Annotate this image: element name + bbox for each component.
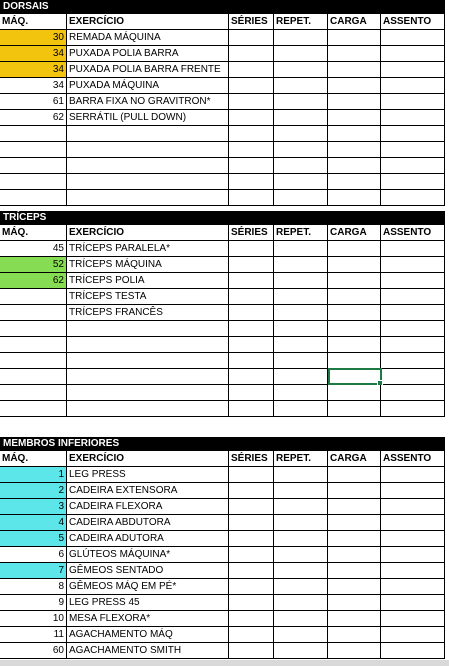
carga-cell[interactable]	[328, 515, 381, 531]
table-row	[0, 142, 445, 158]
carga-cell[interactable]	[328, 627, 381, 643]
series-cell[interactable]	[229, 467, 274, 483]
assento-cell[interactable]	[381, 627, 445, 643]
table-row	[0, 30, 445, 46]
column-header-repet[interactable]: REPET.	[274, 451, 328, 467]
assento-cell[interactable]	[381, 190, 445, 206]
carga-cell[interactable]	[328, 273, 381, 289]
assento-cell[interactable]	[381, 174, 445, 190]
maq-cell[interactable]	[0, 369, 67, 385]
assento-cell[interactable]	[381, 369, 445, 385]
assento-cell[interactable]	[381, 563, 445, 579]
assento-cell[interactable]	[381, 515, 445, 531]
assento-cell[interactable]	[381, 78, 445, 94]
maq-cell[interactable]: 1	[0, 467, 67, 483]
exercise-cell[interactable]	[67, 158, 229, 174]
carga-cell[interactable]	[328, 46, 381, 62]
carga-cell[interactable]	[328, 547, 381, 563]
series-cell[interactable]	[229, 305, 274, 321]
series-cell[interactable]	[229, 94, 274, 110]
assento-cell[interactable]	[381, 94, 445, 110]
exercise-cell[interactable]: GÊMEOS MÁQ EM PÉ*	[67, 579, 229, 595]
exercise-cell[interactable]: CADEIRA ADUTORA	[67, 531, 229, 547]
carga-cell[interactable]	[328, 467, 381, 483]
header-row	[0, 14, 445, 30]
table-row	[0, 94, 445, 110]
repet-cell[interactable]	[274, 273, 328, 289]
exercise-cell[interactable]: AGACHAMENTO MÁQ	[67, 627, 229, 643]
table-row	[0, 499, 445, 515]
series-cell[interactable]	[229, 126, 274, 142]
assento-cell[interactable]	[381, 531, 445, 547]
repet-cell[interactable]	[274, 62, 328, 78]
maq-cell[interactable]: 2	[0, 483, 67, 499]
exercise-cell[interactable]: LEG PRESS 45	[67, 595, 229, 611]
column-header-assento[interactable]: ASSENTO	[381, 225, 445, 241]
table-row	[0, 579, 445, 595]
carga-cell[interactable]	[328, 611, 381, 627]
repet-cell[interactable]	[274, 337, 328, 353]
carga-cell[interactable]	[328, 174, 381, 190]
assento-cell[interactable]	[381, 579, 445, 595]
maq-cell[interactable]: 7	[0, 563, 67, 579]
carga-cell[interactable]	[328, 257, 381, 273]
column-header-repet[interactable]: REPET.	[274, 14, 328, 30]
maq-cell[interactable]: 60	[0, 643, 67, 659]
exercise-cell[interactable]	[67, 126, 229, 142]
series-cell[interactable]	[229, 579, 274, 595]
carga-cell[interactable]	[328, 62, 381, 78]
table-row	[0, 257, 445, 273]
carga-cell[interactable]	[328, 337, 381, 353]
table-row	[0, 563, 445, 579]
carga-cell[interactable]	[328, 158, 381, 174]
maq-cell[interactable]	[0, 337, 67, 353]
series-cell[interactable]	[229, 257, 274, 273]
maq-cell[interactable]: 11	[0, 627, 67, 643]
column-header-carga[interactable]: CARGA	[328, 225, 381, 241]
series-cell[interactable]	[229, 547, 274, 563]
repet-cell[interactable]	[274, 158, 328, 174]
exercise-cell[interactable]: TRÍCEPS POLIA	[67, 273, 229, 289]
repet-cell[interactable]	[274, 241, 328, 257]
repet-cell[interactable]	[274, 30, 328, 46]
maq-cell[interactable]: 45	[0, 241, 67, 257]
maq-cell[interactable]	[0, 401, 67, 417]
series-cell[interactable]	[229, 499, 274, 515]
header-row	[0, 451, 445, 467]
table-row	[0, 190, 445, 206]
table-row	[0, 110, 445, 126]
exercise-cell[interactable]: CADEIRA EXTENSORA	[67, 483, 229, 499]
header-row	[0, 225, 445, 241]
maq-cell[interactable]: 52	[0, 257, 67, 273]
maq-cell[interactable]: 62	[0, 273, 67, 289]
repet-cell[interactable]	[274, 401, 328, 417]
maq-cell[interactable]	[0, 321, 67, 337]
table-row	[0, 547, 445, 563]
section-title: DORSAIS	[0, 0, 445, 14]
repet-cell[interactable]	[274, 499, 328, 515]
carga-cell[interactable]	[328, 321, 381, 337]
assento-cell[interactable]	[381, 385, 445, 401]
maq-cell[interactable]: 62	[0, 110, 67, 126]
carga-cell[interactable]	[328, 499, 381, 515]
maq-cell[interactable]	[0, 190, 67, 206]
repet-cell[interactable]	[274, 305, 328, 321]
table-row	[0, 595, 445, 611]
series-cell[interactable]	[229, 78, 274, 94]
table-row	[0, 321, 445, 337]
exercise-cell[interactable]: TRÍCEPS FRANCÊS	[67, 305, 229, 321]
column-header-assento[interactable]: ASSENTO	[381, 451, 445, 467]
maq-cell[interactable]	[0, 305, 67, 321]
repet-cell[interactable]	[274, 547, 328, 563]
table-row	[0, 289, 445, 305]
maq-cell[interactable]	[0, 126, 67, 142]
assento-cell[interactable]	[381, 241, 445, 257]
exercise-cell[interactable]: BARRA FIXA NO GRAVITRON*	[67, 94, 229, 110]
repet-cell[interactable]	[274, 595, 328, 611]
exercise-cell[interactable]: SERRÁTIL (PULL DOWN)	[67, 110, 229, 126]
assento-cell[interactable]	[381, 46, 445, 62]
maq-cell[interactable]: 8	[0, 579, 67, 595]
repet-cell[interactable]	[274, 126, 328, 142]
exercise-cell[interactable]: CADEIRA FLEXORA	[67, 499, 229, 515]
section-title: MEMBROS INFERIORES	[0, 437, 445, 451]
table-row	[0, 483, 445, 499]
assento-cell[interactable]	[381, 30, 445, 46]
column-header-maq[interactable]: MÁQ.	[0, 14, 67, 30]
series-cell[interactable]	[229, 158, 274, 174]
maq-cell[interactable]	[0, 158, 67, 174]
maq-cell[interactable]: 5	[0, 531, 67, 547]
series-cell[interactable]	[229, 289, 274, 305]
repet-cell[interactable]	[274, 289, 328, 305]
exercise-cell[interactable]: REMADA MÁQUINA	[67, 30, 229, 46]
repet-cell[interactable]	[274, 257, 328, 273]
maq-cell[interactable]: 10	[0, 611, 67, 627]
maq-cell[interactable]: 61	[0, 94, 67, 110]
table-row	[0, 611, 445, 627]
series-cell[interactable]	[229, 46, 274, 62]
maq-cell[interactable]: 34	[0, 78, 67, 94]
assento-cell[interactable]	[381, 401, 445, 417]
series-cell[interactable]	[229, 369, 274, 385]
series-cell[interactable]	[229, 190, 274, 206]
assento-cell[interactable]	[381, 611, 445, 627]
exercise-cell[interactable]	[67, 337, 229, 353]
repet-cell[interactable]	[274, 515, 328, 531]
series-cell[interactable]	[229, 241, 274, 257]
series-cell[interactable]	[229, 62, 274, 78]
table-row	[0, 353, 445, 369]
assento-cell[interactable]	[381, 257, 445, 273]
assento-cell[interactable]	[381, 142, 445, 158]
exercise-cell[interactable]	[67, 174, 229, 190]
column-header-series[interactable]: SÉRIES	[229, 451, 274, 467]
maq-cell[interactable]: 30	[0, 30, 67, 46]
assento-cell[interactable]	[381, 643, 445, 659]
column-header-assento[interactable]: ASSENTO	[381, 14, 445, 30]
column-header-repet[interactable]: REPET.	[274, 225, 328, 241]
repet-cell[interactable]	[274, 142, 328, 158]
table-row	[0, 337, 445, 353]
table-row	[0, 531, 445, 547]
carga-cell[interactable]	[328, 30, 381, 46]
assento-cell[interactable]	[381, 547, 445, 563]
repet-cell[interactable]	[274, 579, 328, 595]
exercise-cell[interactable]: PUXADA MÁQUINA	[67, 78, 229, 94]
table-row	[0, 126, 445, 142]
maq-cell[interactable]	[0, 289, 67, 305]
repet-cell[interactable]	[274, 369, 328, 385]
section-title: TRÍCEPS	[0, 211, 445, 225]
carga-cell[interactable]	[328, 579, 381, 595]
maq-cell[interactable]	[0, 385, 67, 401]
exercise-cell[interactable]: PUXADA POLIA BARRA	[67, 46, 229, 62]
repet-cell[interactable]	[274, 643, 328, 659]
exercise-cell[interactable]: TRÍCEPS TESTA	[67, 289, 229, 305]
carga-cell[interactable]	[328, 385, 381, 401]
table-row	[0, 46, 445, 62]
maq-cell[interactable]	[0, 353, 67, 369]
series-cell[interactable]	[229, 627, 274, 643]
series-cell[interactable]	[229, 337, 274, 353]
series-cell[interactable]	[229, 595, 274, 611]
carga-cell[interactable]	[328, 305, 381, 321]
carga-cell[interactable]	[328, 126, 381, 142]
column-header-exercicio[interactable]: EXERCÍCIO	[67, 14, 229, 30]
repet-cell[interactable]	[274, 78, 328, 94]
table-row	[0, 273, 445, 289]
carga-cell[interactable]	[328, 353, 381, 369]
exercise-cell[interactable]	[67, 321, 229, 337]
exercise-cell[interactable]	[67, 369, 229, 385]
series-cell[interactable]	[229, 643, 274, 659]
repet-cell[interactable]	[274, 110, 328, 126]
series-cell[interactable]	[229, 273, 274, 289]
horizontal-scrollbar[interactable]	[0, 660, 449, 666]
table-row	[0, 305, 445, 321]
table-row	[0, 174, 445, 190]
exercise-cell[interactable]: PUXADA POLIA BARRA FRENTE	[67, 62, 229, 78]
series-cell[interactable]	[229, 563, 274, 579]
carga-cell[interactable]	[328, 595, 381, 611]
table-row	[0, 385, 445, 401]
table-row	[0, 401, 445, 417]
repet-cell[interactable]	[274, 467, 328, 483]
exercise-cell[interactable]: MESA FLEXORA*	[67, 611, 229, 627]
exercise-cell[interactable]: AGACHAMENTO SMITH	[67, 643, 229, 659]
column-header-series[interactable]: SÉRIES	[229, 225, 274, 241]
table-row	[0, 241, 445, 257]
exercise-cell[interactable]	[67, 385, 229, 401]
repet-cell[interactable]	[274, 353, 328, 369]
repet-cell[interactable]	[274, 94, 328, 110]
carga-cell[interactable]	[328, 531, 381, 547]
series-cell[interactable]	[229, 30, 274, 46]
exercise-cell[interactable]	[67, 190, 229, 206]
carga-cell[interactable]	[328, 110, 381, 126]
carga-cell[interactable]	[328, 142, 381, 158]
assento-cell[interactable]	[381, 337, 445, 353]
carga-cell[interactable]	[328, 78, 381, 94]
table-row	[0, 467, 445, 483]
maq-cell[interactable]: 6	[0, 547, 67, 563]
carga-cell[interactable]	[328, 483, 381, 499]
exercise-cell[interactable]: LEG PRESS	[67, 467, 229, 483]
series-cell[interactable]	[229, 174, 274, 190]
table-row	[0, 158, 445, 174]
maq-cell[interactable]: 34	[0, 62, 67, 78]
repet-cell[interactable]	[274, 174, 328, 190]
repet-cell[interactable]	[274, 190, 328, 206]
assento-cell[interactable]	[381, 289, 445, 305]
repet-cell[interactable]	[274, 483, 328, 499]
series-cell[interactable]	[229, 110, 274, 126]
assento-cell[interactable]	[381, 483, 445, 499]
exercise-cell[interactable]	[67, 142, 229, 158]
maq-cell[interactable]	[0, 142, 67, 158]
series-cell[interactable]	[229, 483, 274, 499]
column-header-carga[interactable]: CARGA	[328, 451, 381, 467]
series-cell[interactable]	[229, 385, 274, 401]
column-header-maq[interactable]: MÁQ.	[0, 225, 67, 241]
exercise-cell[interactable]: TRÍCEPS PARALELA*	[67, 241, 229, 257]
repet-cell[interactable]	[274, 321, 328, 337]
assento-cell[interactable]	[381, 158, 445, 174]
table-row	[0, 78, 445, 94]
column-header-maq[interactable]: MÁQ.	[0, 451, 67, 467]
exercise-cell[interactable]: GLÚTEOS MÁQUINA*	[67, 547, 229, 563]
repet-cell[interactable]	[274, 531, 328, 547]
column-header-exercicio[interactable]: EXERCÍCIO	[67, 225, 229, 241]
series-cell[interactable]	[229, 321, 274, 337]
maq-cell[interactable]: 4	[0, 515, 67, 531]
series-cell[interactable]	[229, 531, 274, 547]
exercise-cell[interactable]: GÊMEOS SENTADO	[67, 563, 229, 579]
table-row	[0, 643, 445, 659]
assento-cell[interactable]	[381, 126, 445, 142]
series-cell[interactable]	[229, 611, 274, 627]
maq-cell[interactable]	[0, 174, 67, 190]
table-row	[0, 62, 445, 78]
carga-cell[interactable]	[328, 289, 381, 305]
repet-cell[interactable]	[274, 563, 328, 579]
assento-cell[interactable]	[381, 110, 445, 126]
assento-cell[interactable]	[381, 305, 445, 321]
assento-cell[interactable]	[381, 353, 445, 369]
carga-cell[interactable]	[328, 241, 381, 257]
maq-cell[interactable]: 34	[0, 46, 67, 62]
repet-cell[interactable]	[274, 46, 328, 62]
assento-cell[interactable]	[381, 467, 445, 483]
column-header-exercicio[interactable]: EXERCÍCIO	[67, 451, 229, 467]
exercise-cell[interactable]: CADEIRA ABDUTORA	[67, 515, 229, 531]
table-row	[0, 627, 445, 643]
exercise-cell[interactable]	[67, 401, 229, 417]
carga-cell[interactable]	[328, 643, 381, 659]
column-header-series[interactable]: SÉRIES	[229, 14, 274, 30]
selected-cell[interactable]	[328, 368, 382, 385]
assento-cell[interactable]	[381, 499, 445, 515]
carga-cell[interactable]	[328, 401, 381, 417]
series-cell[interactable]	[229, 515, 274, 531]
repet-cell[interactable]	[274, 611, 328, 627]
assento-cell[interactable]	[381, 273, 445, 289]
carga-cell[interactable]	[328, 190, 381, 206]
repet-cell[interactable]	[274, 385, 328, 401]
maq-cell[interactable]: 3	[0, 499, 67, 515]
series-cell[interactable]	[229, 401, 274, 417]
series-cell[interactable]	[229, 142, 274, 158]
column-header-carga[interactable]: CARGA	[328, 14, 381, 30]
assento-cell[interactable]	[381, 595, 445, 611]
exercise-cell[interactable]	[67, 353, 229, 369]
maq-cell[interactable]: 9	[0, 595, 67, 611]
repet-cell[interactable]	[274, 627, 328, 643]
assento-cell[interactable]	[381, 321, 445, 337]
carga-cell[interactable]	[328, 94, 381, 110]
series-cell[interactable]	[229, 353, 274, 369]
assento-cell[interactable]	[381, 62, 445, 78]
exercise-cell[interactable]: TRÍCEPS MÁQUINA	[67, 257, 229, 273]
table-row	[0, 515, 445, 531]
carga-cell[interactable]	[328, 563, 381, 579]
